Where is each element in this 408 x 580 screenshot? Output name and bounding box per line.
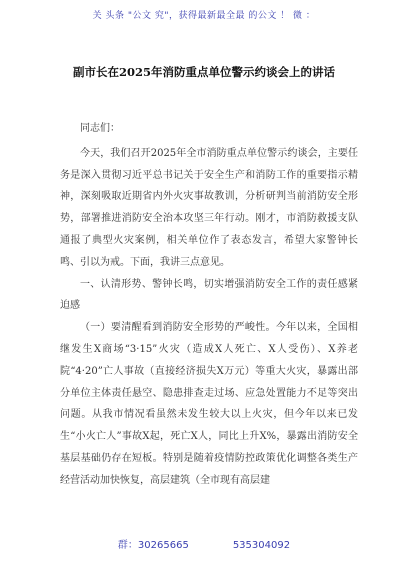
document-title: 副市长在2025年消防重点单位警示约谈会上的讲话 — [72, 65, 335, 79]
promo-footer-banner — [0, 536, 408, 551]
body-paragraph: 今天，我们召开2025年全市消防重点单位警示约谈会，主要任务是深入贯彻习近平总书记关于安全生产和消防工作的重要指示精神，深刻吸取近期省内外火灾事故教训，分析研判当前消防安全形势，部署推进消防安全治本攻坚三年行动。刚才，市消防救援支队通报了典型火灾案例，相关单位作了表态发言，希望大家警钟长鸣、引以为戒。下面，我讲三点意见。 — [60, 147, 358, 268]
group-number: 群：30265665 — [117, 540, 189, 551]
document-body — [60, 118, 358, 492]
salutation: 同志们： — [80, 123, 120, 134]
section-heading: 一、认清形势、警钟长鸣，切实增强消防安全工作的责任感紧迫感 — [60, 278, 358, 312]
second-group-number: 535304092 — [232, 540, 291, 551]
promo-header-banner: 关 头条 "公文 究"，获得最新最全最 的公文 ！ 微 ： — [92, 11, 316, 21]
body-paragraph: （一）要清醒看到消防安全形势的严峻性。今年以来，全国相继发生X商场“3·15”火灾（造成X人死亡、X人受伤）、X养老院“4·20”亡人事故（直接经济损失X万元）等重大火灾，暴露出部分单位主体责任悬空、隐患排查走过场、应急处置能力不足等突出问题。从我市情况看虽然未发生较大以上火灾，但今年以来已发生“小火亡人”事故X起，死亡X人，同比上升X%，暴露出消防安全基层基础仍存在短板。特别是随着疫情防控政策优化调整各类生产经营活动加快恢复，高层建筑（全市现有高层建 — [60, 322, 358, 486]
